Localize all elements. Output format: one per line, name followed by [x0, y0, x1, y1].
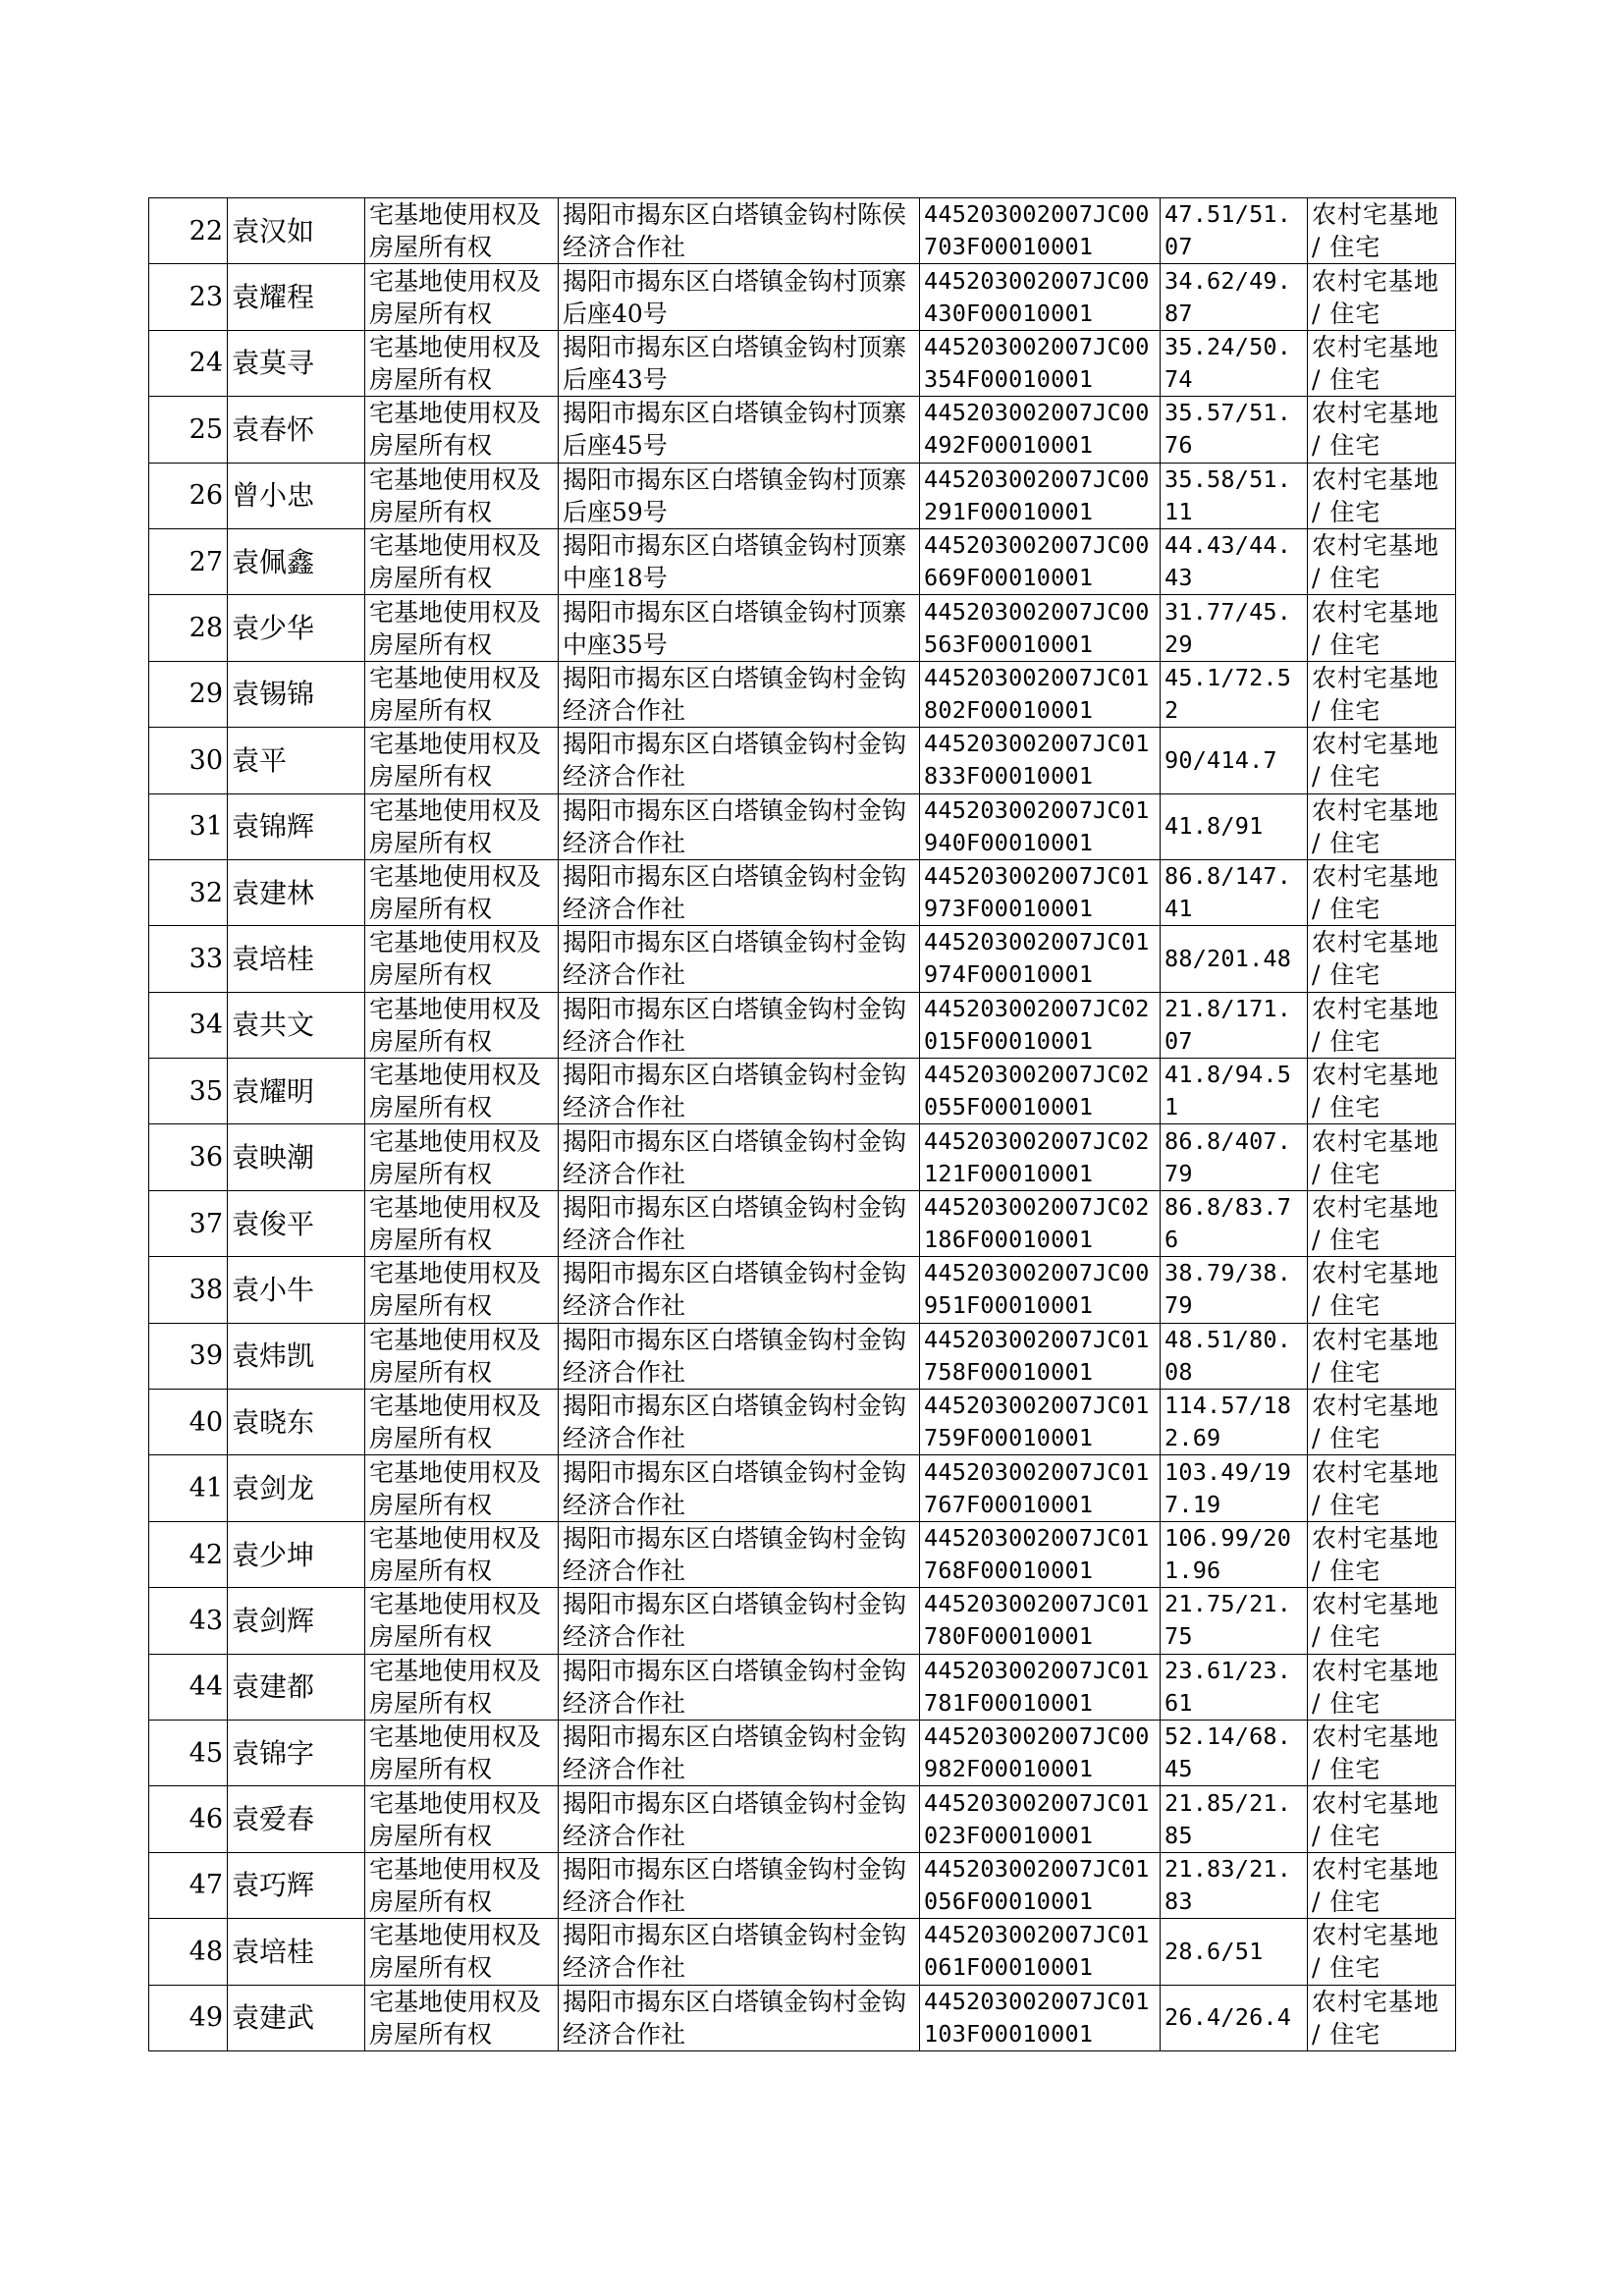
holder-name-cell: 袁培桂 — [228, 926, 365, 992]
location-address-cell: 揭阳市揭东区白塔镇金钩村金钩经济合作社 — [559, 1588, 920, 1654]
table-row — [149, 1059, 1456, 1124]
location-address-cell: 揭阳市揭东区白塔镇金钩村金钩经济合作社 — [559, 1654, 920, 1720]
location-address-cell: 揭阳市揭东区白塔镇金钩村金钩经济合作社 — [559, 1323, 920, 1389]
table-row — [149, 1257, 1456, 1323]
unit-code-cell: 445203002007JC01940F00010001 — [920, 793, 1161, 859]
holder-name-cell: 袁炜凯 — [228, 1323, 365, 1389]
land-use-cell: 农村宅基地 / 住宅 — [1308, 1059, 1456, 1124]
row-number-cell: 49 — [149, 1985, 228, 2050]
table-row — [149, 1919, 1456, 1985]
unit-code-cell: 445203002007JC00563F00010001 — [920, 595, 1161, 661]
right-type-cell: 宅基地使用权及房屋所有权 — [365, 397, 559, 463]
area-value-cell: 34.62/49.87 — [1161, 264, 1308, 330]
holder-name-cell: 袁莫寻 — [228, 330, 365, 396]
area-value-cell: 35.57/51.76 — [1161, 397, 1308, 463]
holder-name-cell: 袁建都 — [228, 1654, 365, 1720]
right-type-cell: 宅基地使用权及房屋所有权 — [365, 330, 559, 396]
land-use-cell: 农村宅基地 / 住宅 — [1308, 926, 1456, 992]
land-use-cell: 农村宅基地 / 住宅 — [1308, 1390, 1456, 1455]
right-type-cell: 宅基地使用权及房屋所有权 — [365, 661, 559, 727]
row-number-cell: 27 — [149, 528, 228, 594]
right-type-cell: 宅基地使用权及房屋所有权 — [365, 1654, 559, 1720]
location-address-cell: 揭阳市揭东区白塔镇金钩村金钩经济合作社 — [559, 1390, 920, 1455]
table-row — [149, 1985, 1456, 2050]
right-type-cell: 宅基地使用权及房屋所有权 — [365, 1852, 559, 1918]
area-value-cell: 52.14/68.45 — [1161, 1720, 1308, 1785]
row-number-cell: 42 — [149, 1521, 228, 1587]
area-value-cell: 90/414.7 — [1161, 728, 1308, 793]
area-value-cell: 35.24/50.74 — [1161, 330, 1308, 396]
holder-name-cell: 袁春怀 — [228, 397, 365, 463]
table-row — [149, 330, 1456, 396]
holder-name-cell: 袁平 — [228, 728, 365, 793]
unit-code-cell: 445203002007JC00703F00010001 — [920, 198, 1161, 264]
unit-code-cell: 445203002007JC00430F00010001 — [920, 264, 1161, 330]
row-number-cell: 30 — [149, 728, 228, 793]
row-number-cell: 25 — [149, 397, 228, 463]
land-use-cell: 农村宅基地 / 住宅 — [1308, 1919, 1456, 1985]
area-value-cell: 45.1/72.52 — [1161, 661, 1308, 727]
unit-code-cell: 445203002007JC01780F00010001 — [920, 1588, 1161, 1654]
right-type-cell: 宅基地使用权及房屋所有权 — [365, 1521, 559, 1587]
unit-code-cell: 445203002007JC02121F00010001 — [920, 1124, 1161, 1190]
row-number-cell: 37 — [149, 1190, 228, 1256]
table-row — [149, 661, 1456, 727]
unit-code-cell: 445203002007JC01973F00010001 — [920, 859, 1161, 925]
holder-name-cell: 袁建武 — [228, 1985, 365, 2050]
holder-name-cell: 袁锦字 — [228, 1720, 365, 1785]
land-use-cell: 农村宅基地 / 住宅 — [1308, 330, 1456, 396]
table-row — [149, 1323, 1456, 1389]
table-body — [149, 198, 1456, 2051]
location-address-cell: 揭阳市揭东区白塔镇金钩村顶寨中座18号 — [559, 528, 920, 594]
land-use-cell: 农村宅基地 / 住宅 — [1308, 793, 1456, 859]
unit-code-cell: 445203002007JC01767F00010001 — [920, 1455, 1161, 1521]
right-type-cell: 宅基地使用权及房屋所有权 — [365, 463, 559, 528]
row-number-cell: 31 — [149, 793, 228, 859]
row-number-cell: 28 — [149, 595, 228, 661]
area-value-cell: 35.58/51.11 — [1161, 463, 1308, 528]
table-row — [149, 1654, 1456, 1720]
unit-code-cell: 445203002007JC01974F00010001 — [920, 926, 1161, 992]
holder-name-cell: 袁共文 — [228, 992, 365, 1058]
area-value-cell: 103.49/197.19 — [1161, 1455, 1308, 1521]
right-type-cell: 宅基地使用权及房屋所有权 — [365, 198, 559, 264]
table-row — [149, 1588, 1456, 1654]
row-number-cell: 48 — [149, 1919, 228, 1985]
row-number-cell: 44 — [149, 1654, 228, 1720]
location-address-cell: 揭阳市揭东区白塔镇金钩村金钩经济合作社 — [559, 1257, 920, 1323]
location-address-cell: 揭阳市揭东区白塔镇金钩村顶寨后座43号 — [559, 330, 920, 396]
table-row — [149, 1455, 1456, 1521]
unit-code-cell: 445203002007JC01759F00010001 — [920, 1390, 1161, 1455]
holder-name-cell: 袁少坤 — [228, 1521, 365, 1587]
holder-name-cell: 袁培桂 — [228, 1919, 365, 1985]
area-value-cell: 41.8/94.51 — [1161, 1059, 1308, 1124]
land-use-cell: 农村宅基地 / 住宅 — [1308, 595, 1456, 661]
location-address-cell: 揭阳市揭东区白塔镇金钩村金钩经济合作社 — [559, 1455, 920, 1521]
right-type-cell: 宅基地使用权及房屋所有权 — [365, 595, 559, 661]
holder-name-cell: 袁剑龙 — [228, 1455, 365, 1521]
right-type-cell: 宅基地使用权及房屋所有权 — [365, 728, 559, 793]
holder-name-cell: 袁佩鑫 — [228, 528, 365, 594]
right-type-cell: 宅基地使用权及房屋所有权 — [365, 1323, 559, 1389]
area-value-cell: 23.61/23.61 — [1161, 1654, 1308, 1720]
right-type-cell: 宅基地使用权及房屋所有权 — [365, 1720, 559, 1785]
row-number-cell: 32 — [149, 859, 228, 925]
holder-name-cell: 袁晓东 — [228, 1390, 365, 1455]
land-use-cell: 农村宅基地 / 住宅 — [1308, 661, 1456, 727]
land-use-cell: 农村宅基地 / 住宅 — [1308, 1654, 1456, 1720]
right-type-cell: 宅基地使用权及房屋所有权 — [365, 528, 559, 594]
holder-name-cell: 袁耀明 — [228, 1059, 365, 1124]
unit-code-cell: 445203002007JC01758F00010001 — [920, 1323, 1161, 1389]
right-type-cell: 宅基地使用权及房屋所有权 — [365, 1390, 559, 1455]
unit-code-cell: 445203002007JC01061F00010001 — [920, 1919, 1161, 1985]
location-address-cell: 揭阳市揭东区白塔镇金钩村金钩经济合作社 — [559, 1720, 920, 1785]
unit-code-cell: 445203002007JC00492F00010001 — [920, 397, 1161, 463]
table-row — [149, 198, 1456, 264]
location-address-cell: 揭阳市揭东区白塔镇金钩村金钩经济合作社 — [559, 1521, 920, 1587]
holder-name-cell: 袁爱春 — [228, 1786, 365, 1852]
land-use-cell: 农村宅基地 / 住宅 — [1308, 264, 1456, 330]
table-row — [149, 1390, 1456, 1455]
right-type-cell: 宅基地使用权及房屋所有权 — [365, 926, 559, 992]
location-address-cell: 揭阳市揭东区白塔镇金钩村金钩经济合作社 — [559, 1852, 920, 1918]
land-use-cell: 农村宅基地 / 住宅 — [1308, 1455, 1456, 1521]
right-type-cell: 宅基地使用权及房屋所有权 — [365, 1124, 559, 1190]
row-number-cell: 47 — [149, 1852, 228, 1918]
area-value-cell: 21.75/21.75 — [1161, 1588, 1308, 1654]
holder-name-cell: 袁锦辉 — [228, 793, 365, 859]
area-value-cell: 48.51/80.08 — [1161, 1323, 1308, 1389]
land-use-cell: 农村宅基地 / 住宅 — [1308, 728, 1456, 793]
right-type-cell: 宅基地使用权及房屋所有权 — [365, 1190, 559, 1256]
row-number-cell: 24 — [149, 330, 228, 396]
land-use-cell: 农村宅基地 / 住宅 — [1308, 1124, 1456, 1190]
land-use-cell: 农村宅基地 / 住宅 — [1308, 859, 1456, 925]
location-address-cell: 揭阳市揭东区白塔镇金钩村金钩经济合作社 — [559, 1786, 920, 1852]
location-address-cell: 揭阳市揭东区白塔镇金钩村金钩经济合作社 — [559, 1059, 920, 1124]
location-address-cell: 揭阳市揭东区白塔镇金钩村顶寨中座35号 — [559, 595, 920, 661]
row-number-cell: 36 — [149, 1124, 228, 1190]
holder-name-cell: 袁汉如 — [228, 198, 365, 264]
row-number-cell: 33 — [149, 926, 228, 992]
location-address-cell: 揭阳市揭东区白塔镇金钩村顶寨后座59号 — [559, 463, 920, 528]
right-type-cell: 宅基地使用权及房屋所有权 — [365, 992, 559, 1058]
area-value-cell: 31.77/45.29 — [1161, 595, 1308, 661]
land-use-cell: 农村宅基地 / 住宅 — [1308, 1257, 1456, 1323]
table-row — [149, 926, 1456, 992]
location-address-cell: 揭阳市揭东区白塔镇金钩村金钩经济合作社 — [559, 1985, 920, 2050]
holder-name-cell: 曾小忠 — [228, 463, 365, 528]
right-type-cell: 宅基地使用权及房屋所有权 — [365, 1257, 559, 1323]
holder-name-cell: 袁建林 — [228, 859, 365, 925]
location-address-cell: 揭阳市揭东区白塔镇金钩村金钩经济合作社 — [559, 661, 920, 727]
area-value-cell: 44.43/44.43 — [1161, 528, 1308, 594]
area-value-cell: 86.8/83.76 — [1161, 1190, 1308, 1256]
holder-name-cell: 袁俊平 — [228, 1190, 365, 1256]
table-row — [149, 859, 1456, 925]
table-row — [149, 528, 1456, 594]
table-row — [149, 463, 1456, 528]
right-type-cell: 宅基地使用权及房屋所有权 — [365, 859, 559, 925]
table-row — [149, 1190, 1456, 1256]
row-number-cell: 23 — [149, 264, 228, 330]
table-row — [149, 992, 1456, 1058]
row-number-cell: 39 — [149, 1323, 228, 1389]
location-address-cell: 揭阳市揭东区白塔镇金钩村金钩经济合作社 — [559, 926, 920, 992]
row-number-cell: 40 — [149, 1390, 228, 1455]
holder-name-cell: 袁剑辉 — [228, 1588, 365, 1654]
row-number-cell: 29 — [149, 661, 228, 727]
unit-code-cell: 445203002007JC02055F00010001 — [920, 1059, 1161, 1124]
right-type-cell: 宅基地使用权及房屋所有权 — [365, 264, 559, 330]
right-type-cell: 宅基地使用权及房屋所有权 — [365, 1786, 559, 1852]
area-value-cell: 21.85/21.85 — [1161, 1786, 1308, 1852]
table-row — [149, 1720, 1456, 1785]
land-use-cell: 农村宅基地 / 住宅 — [1308, 463, 1456, 528]
location-address-cell: 揭阳市揭东区白塔镇金钩村陈侯经济合作社 — [559, 198, 920, 264]
holder-name-cell: 袁耀程 — [228, 264, 365, 330]
row-number-cell: 43 — [149, 1588, 228, 1654]
unit-code-cell: 445203002007JC00354F00010001 — [920, 330, 1161, 396]
land-use-cell: 农村宅基地 / 住宅 — [1308, 1985, 1456, 2050]
right-type-cell: 宅基地使用权及房屋所有权 — [365, 1455, 559, 1521]
location-address-cell: 揭阳市揭东区白塔镇金钩村金钩经济合作社 — [559, 859, 920, 925]
area-value-cell: 114.57/182.69 — [1161, 1390, 1308, 1455]
unit-code-cell: 445203002007JC01768F00010001 — [920, 1521, 1161, 1587]
holder-name-cell: 袁少华 — [228, 595, 365, 661]
row-number-cell: 35 — [149, 1059, 228, 1124]
table-row — [149, 1786, 1456, 1852]
unit-code-cell: 445203002007JC00982F00010001 — [920, 1720, 1161, 1785]
table-row — [149, 264, 1456, 330]
area-value-cell: 86.8/407.79 — [1161, 1124, 1308, 1190]
land-use-cell: 农村宅基地 / 住宅 — [1308, 1521, 1456, 1587]
row-number-cell: 41 — [149, 1455, 228, 1521]
area-value-cell: 86.8/147.41 — [1161, 859, 1308, 925]
row-number-cell: 46 — [149, 1786, 228, 1852]
area-value-cell: 21.83/21.83 — [1161, 1852, 1308, 1918]
unit-code-cell: 445203002007JC01023F00010001 — [920, 1786, 1161, 1852]
land-use-cell: 农村宅基地 / 住宅 — [1308, 1323, 1456, 1389]
location-address-cell: 揭阳市揭东区白塔镇金钩村金钩经济合作社 — [559, 1124, 920, 1190]
land-use-cell: 农村宅基地 / 住宅 — [1308, 528, 1456, 594]
table-row — [149, 397, 1456, 463]
location-address-cell: 揭阳市揭东区白塔镇金钩村顶寨后座45号 — [559, 397, 920, 463]
area-value-cell: 38.79/38.79 — [1161, 1257, 1308, 1323]
row-number-cell: 45 — [149, 1720, 228, 1785]
unit-code-cell: 445203002007JC01833F00010001 — [920, 728, 1161, 793]
unit-code-cell: 445203002007JC02015F00010001 — [920, 992, 1161, 1058]
row-number-cell: 34 — [149, 992, 228, 1058]
table-row — [149, 595, 1456, 661]
land-use-cell: 农村宅基地 / 住宅 — [1308, 1786, 1456, 1852]
area-value-cell: 41.8/91 — [1161, 793, 1308, 859]
table-row — [149, 1852, 1456, 1918]
right-type-cell: 宅基地使用权及房屋所有权 — [365, 1588, 559, 1654]
unit-code-cell: 445203002007JC01056F00010001 — [920, 1852, 1161, 1918]
location-address-cell: 揭阳市揭东区白塔镇金钩村金钩经济合作社 — [559, 793, 920, 859]
holder-name-cell: 袁锡锦 — [228, 661, 365, 727]
holder-name-cell: 袁巧辉 — [228, 1852, 365, 1918]
area-value-cell: 28.6/51 — [1161, 1919, 1308, 1985]
table-row — [149, 793, 1456, 859]
land-use-cell: 农村宅基地 / 住宅 — [1308, 1720, 1456, 1785]
area-value-cell: 106.99/201.96 — [1161, 1521, 1308, 1587]
location-address-cell: 揭阳市揭东区白塔镇金钩村金钩经济合作社 — [559, 1190, 920, 1256]
holder-name-cell: 袁映潮 — [228, 1124, 365, 1190]
area-value-cell: 21.8/171.07 — [1161, 992, 1308, 1058]
right-type-cell: 宅基地使用权及房屋所有权 — [365, 793, 559, 859]
location-address-cell: 揭阳市揭东区白塔镇金钩村金钩经济合作社 — [559, 1919, 920, 1985]
unit-code-cell: 445203002007JC00669F00010001 — [920, 528, 1161, 594]
unit-code-cell: 445203002007JC01781F00010001 — [920, 1654, 1161, 1720]
holder-name-cell: 袁小牛 — [228, 1257, 365, 1323]
land-use-cell: 农村宅基地 / 住宅 — [1308, 992, 1456, 1058]
area-value-cell: 88/201.48 — [1161, 926, 1308, 992]
unit-code-cell: 445203002007JC02186F00010001 — [920, 1190, 1161, 1256]
row-number-cell: 22 — [149, 198, 228, 264]
land-use-cell: 农村宅基地 / 住宅 — [1308, 1852, 1456, 1918]
unit-code-cell: 445203002007JC01103F00010001 — [920, 1985, 1161, 2050]
table-row — [149, 728, 1456, 793]
unit-code-cell: 445203002007JC01802F00010001 — [920, 661, 1161, 727]
land-use-cell: 农村宅基地 / 住宅 — [1308, 1190, 1456, 1256]
right-type-cell: 宅基地使用权及房屋所有权 — [365, 1059, 559, 1124]
location-address-cell: 揭阳市揭东区白塔镇金钩村金钩经济合作社 — [559, 728, 920, 793]
table-row — [149, 1124, 1456, 1190]
area-value-cell: 47.51/51.07 — [1161, 198, 1308, 264]
row-number-cell: 38 — [149, 1257, 228, 1323]
right-type-cell: 宅基地使用权及房屋所有权 — [365, 1919, 559, 1985]
land-use-cell: 农村宅基地 / 住宅 — [1308, 397, 1456, 463]
location-address-cell: 揭阳市揭东区白塔镇金钩村金钩经济合作社 — [559, 992, 920, 1058]
unit-code-cell: 445203002007JC00951F00010001 — [920, 1257, 1161, 1323]
area-value-cell: 26.4/26.4 — [1161, 1985, 1308, 2050]
land-use-cell: 农村宅基地 / 住宅 — [1308, 1588, 1456, 1654]
row-number-cell: 26 — [149, 463, 228, 528]
land-use-cell: 农村宅基地 / 住宅 — [1308, 198, 1456, 264]
location-address-cell: 揭阳市揭东区白塔镇金钩村顶寨后座40号 — [559, 264, 920, 330]
property-rights-table — [148, 197, 1456, 2051]
right-type-cell: 宅基地使用权及房屋所有权 — [365, 1985, 559, 2050]
unit-code-cell: 445203002007JC00291F00010001 — [920, 463, 1161, 528]
table-row — [149, 1521, 1456, 1587]
